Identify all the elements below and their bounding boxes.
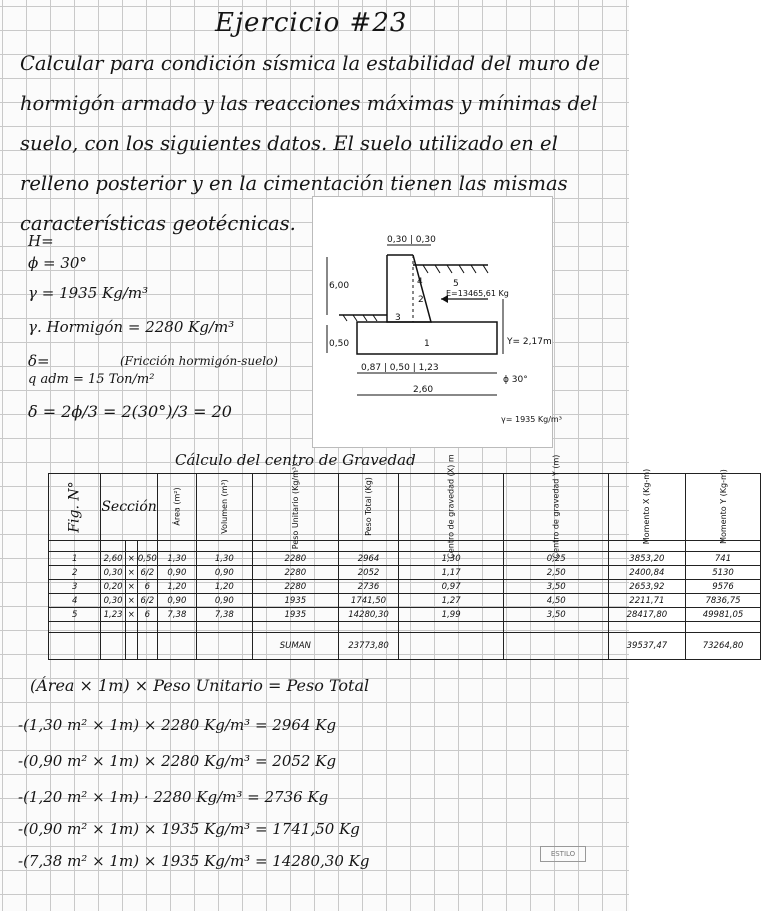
table-spacer-row bbox=[49, 541, 761, 552]
param-h: H= bbox=[28, 232, 54, 250]
param-phi: ϕ = 30° bbox=[28, 254, 87, 272]
dim-base-total: 2,60 bbox=[413, 385, 434, 395]
retaining-wall-diagram bbox=[312, 196, 562, 448]
formula-heading: (Área × 1m) × Peso Unitario = Peso Total bbox=[30, 676, 370, 695]
sum-moment-x: 39537,47 bbox=[609, 633, 685, 660]
region-label-2: 2 bbox=[418, 295, 424, 305]
header-cg-y: Centro de gravedad Y (m) bbox=[504, 474, 609, 541]
gamma-label: γ= 1935 Kg/m³ bbox=[501, 415, 562, 424]
dim-base-height: 0,50 bbox=[329, 339, 350, 349]
force-height-label: Y= 2,17m bbox=[507, 337, 552, 347]
param-delta-note: (Fricción hormigón-suelo) bbox=[120, 354, 278, 368]
dim-top: 0,30 | 0,30 bbox=[387, 235, 436, 245]
header-volume: Volumen (m³) bbox=[197, 474, 253, 541]
header-section: Sección bbox=[101, 474, 157, 541]
table-row: 1 2,60 × 0,50 1,30 1,30 2280 2964 1,30 0,25 3853,20 741 bbox=[49, 552, 761, 566]
region-label-4: 4 bbox=[417, 277, 423, 287]
table-spacer-row bbox=[49, 622, 761, 633]
header-unit-weight: Peso Unitario (Kg/m³) bbox=[252, 474, 338, 541]
header-cg-x: Centro de gravedad (X) m bbox=[398, 474, 503, 541]
param-delta: δ= bbox=[28, 352, 50, 370]
notebook-brand-stamp: ESTILO bbox=[540, 846, 586, 862]
formula-line: -(0,90 m² × 1m) × 1935 Kg/m³ = 1741,50 Kg bbox=[18, 820, 360, 838]
param-delta-formula: δ = 2ϕ/3 = 2(30°)/3 = 20 bbox=[28, 402, 232, 421]
param-q-adm: q adm = 15 Ton/m² bbox=[28, 372, 155, 387]
sum-total-weight: 23773,80 bbox=[339, 633, 399, 660]
table-title: Cálculo del centro de Gravedad bbox=[175, 451, 416, 469]
table-header-row bbox=[49, 474, 761, 541]
param-gamma-concrete: γ. Hormigón = 2280 Kg/m³ bbox=[28, 318, 235, 336]
header-area: Área (m²) bbox=[157, 474, 196, 541]
table-row: 5 1,23 × 6 7,38 7,38 1935 14280,30 1,99 3,50 28417,80 49981,05 bbox=[49, 608, 761, 622]
header-total-weight: Peso Total (Kg) bbox=[339, 474, 399, 541]
table-row: 2 0,30 × 6/2 0,90 0,90 2280 2052 1,17 2,50 2400,84 5130 bbox=[49, 566, 761, 580]
formula-line: -(1,20 m² × 1m) · 2280 Kg/m³ = 2736 Kg bbox=[18, 788, 329, 806]
header-moment-x: Momento X (Kg-m) bbox=[609, 474, 685, 541]
force-label: E=13465,61 Kg bbox=[446, 289, 509, 298]
param-gamma: γ = 1935 Kg/m³ bbox=[28, 284, 149, 302]
table-sum-row bbox=[49, 633, 761, 660]
sum-moment-y: 73264,80 bbox=[685, 633, 761, 660]
problem-statement: Calcular para condición sísmica la estabilidad del muro de hormigón armado y las reacciones máximas y mínimas del suelo, con los siguientes datos. El suelo utilizado en el relleno posterior y en la cimentación tienen las mismas características geotécnicas. bbox=[20, 52, 601, 235]
region-label-5: 5 bbox=[453, 279, 459, 289]
region-label-1: 1 bbox=[424, 339, 430, 349]
formula-line: -(0,90 m² × 1m) × 2280 Kg/m³ = 2052 Kg bbox=[18, 752, 337, 770]
table-row: 4 0,30 × 6/2 0,90 0,90 1935 1741,50 1,27 4,50 2211,71 7836,75 bbox=[49, 594, 761, 608]
header-fig: Fig. N° bbox=[49, 474, 101, 541]
table-row: 3 0,20 × 6 1,20 1,20 2280 2736 0,97 3,50 2653,92 9576 bbox=[49, 580, 761, 594]
sum-label: SUMAN bbox=[252, 633, 338, 660]
region-label-3: 3 bbox=[395, 313, 401, 323]
dim-wall-height: 6,00 bbox=[329, 281, 350, 291]
angle-label: ϕ 30° bbox=[503, 375, 528, 385]
header-moment-y: Momento Y (Kg-m) bbox=[685, 474, 761, 541]
formula-line: -(7,38 m² × 1m) × 1935 Kg/m³ = 14280,30 Kg bbox=[18, 852, 370, 870]
formula-line: -(1,30 m² × 1m) × 2280 Kg/m³ = 2964 Kg bbox=[18, 716, 337, 734]
dim-base-parts: 0,87 | 0,50 | 1,23 bbox=[361, 363, 439, 373]
exercise-title: Ejercicio #23 bbox=[215, 8, 408, 38]
